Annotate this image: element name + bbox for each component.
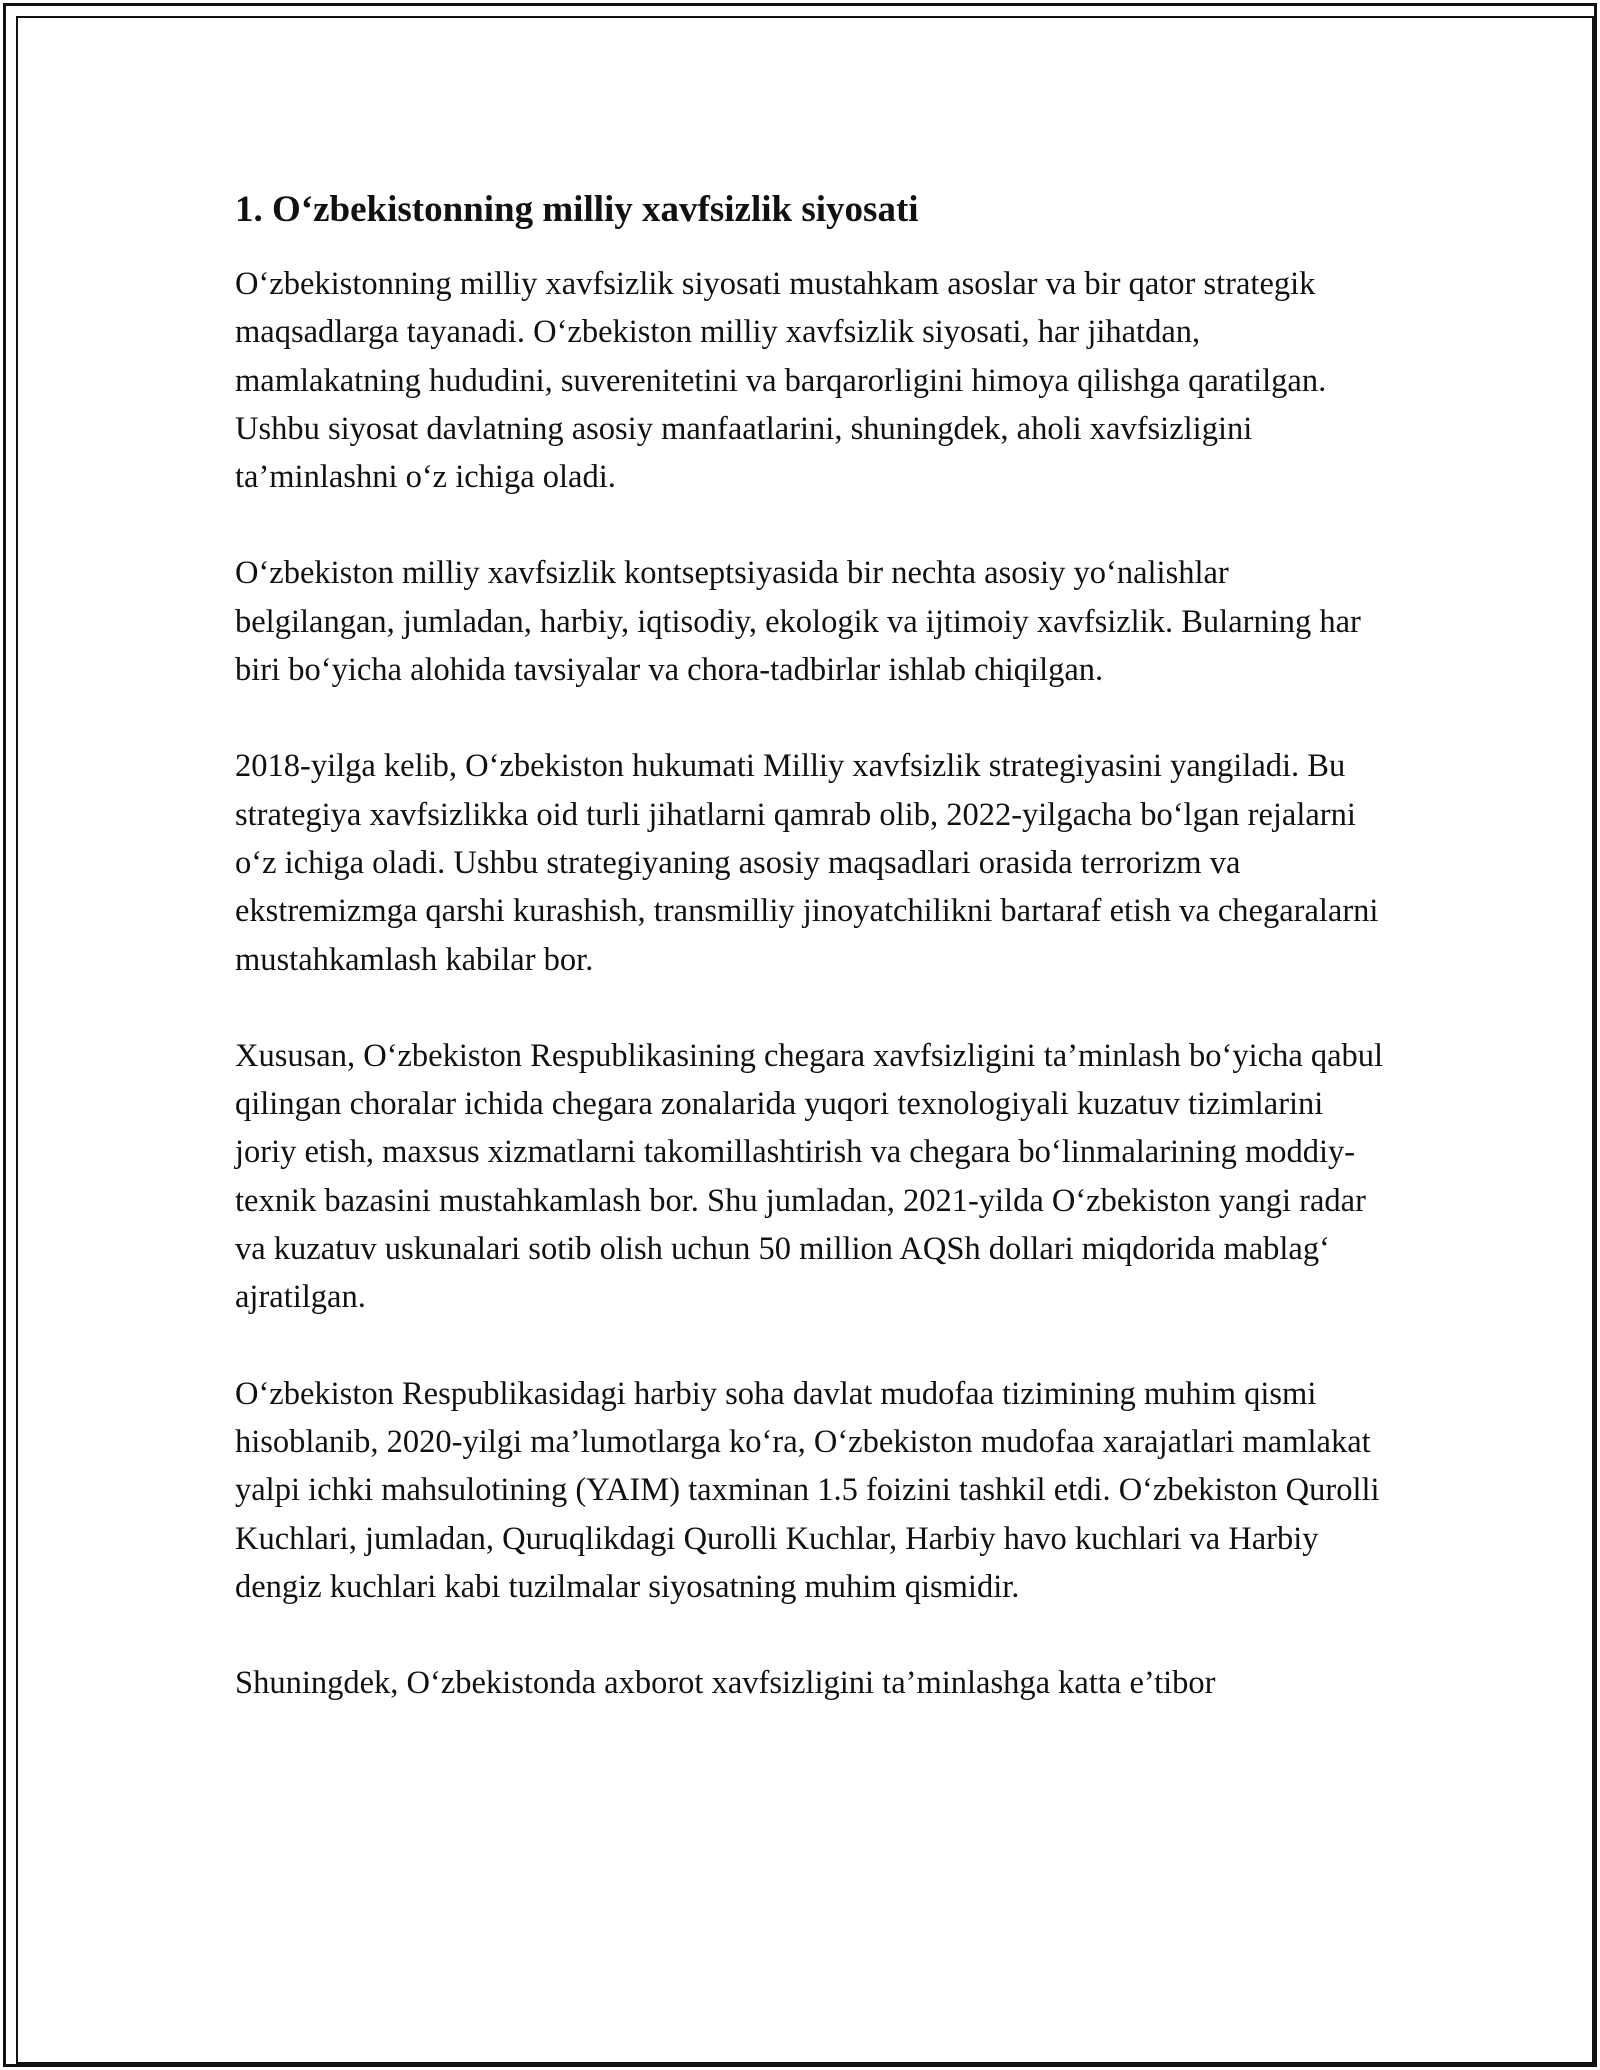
- paragraph-3: 2018-yilga kelib, O‘zbekiston hukumati Milliy xavfsizlik strategiyasini yangiladi. Bu strategiya xavfsizlikka oid turli jihatlarni qamrab olib, 2022-yilgacha bo‘lgan rejalarni o‘z ichiga oladi. Ushbu strategiyaning asosiy maqsadlari orasida terrorizm va ekstremizmga qarshi kurashish, transmilliy jinoyatchilikni bartaraf etish va chegaralarni mustahkamlash kabilar bor.: [235, 748, 1379, 978]
- paragraph-4: Xususan, O‘zbekiston Respublikasining chegara xavfsizligini ta’minlash bo‘yicha qabul qilingan choralar ichida chegara zonalarida yuqori texnologiyali kuzatuv tizimlarini joriy etish, maxsus xizmatlarni takomillashtirish va chegara bo‘linmalarining moddiy-texnik bazasini mustahkamlash bor. Shu jumladan, 2021-yilda O‘zbekiston yangi radar va kuzatuv uskunalari sotib olish uchun 50 million AQSh dollari miqdorida mablag‘ ajratilgan.: [235, 1037, 1384, 1316]
- paragraph-5: O‘zbekiston Respublikasidagi harbiy soha davlat mudofaa tizimining muhim qismi hisoblanib, 2020-yilgi ma’lumotlarga ko‘ra, O‘zbekiston mudofaa xarajatlari mamlakat yalpi ichki mahsulotining (YAIM) taxminan 1.5 foizini tashkil etdi. O‘zbekiston Qurolli Kuchlari, jumladan, Quruqlikdagi Qurolli Kuchlar, Harbiy havo kuchlari va Harbiy dengiz kuchlari kabi tuzilmalar siyosatning muhim qismidir.: [235, 1375, 1380, 1605]
- paragraph-2: O‘zbekiston milliy xavfsizlik kontseptsiyasida bir nechta asosiy yo‘nalishlar belgilangan, jumladan, harbiy, iqtisodiy, ekologik va ijtimoiy xavfsizlik. Bularning har biri bo‘yicha alohida tavsiyalar va chora-tadbirlar ishlab chiqilgan.: [235, 555, 1361, 689]
- section-heading: 1. O‘zbekistonning milliy xavfsizlik siyosati: [235, 189, 919, 230]
- paragraph-6: Shuningdek, O‘zbekistonda axborot xavfsizligini ta’minlashga katta e’tibor: [235, 1665, 1216, 1702]
- document-body: [235, 186, 1385, 1755]
- paragraph-1: O‘zbekistonning milliy xavfsizlik siyosati mustahkam asoslar va bir qator strategik maqsadlarga tayanadi. O‘zbekiston milliy xavfsizlik siyosati, har jihatdan, mamlakatning hududini, suverenitetini va barqarorligini himoya qilishga qaratilgan. Ushbu siyosat davlatning asosiy manfaatlarini, shuningdek, aholi xavfsizligini ta’minlashni o‘z ichiga oladi.: [235, 266, 1327, 496]
